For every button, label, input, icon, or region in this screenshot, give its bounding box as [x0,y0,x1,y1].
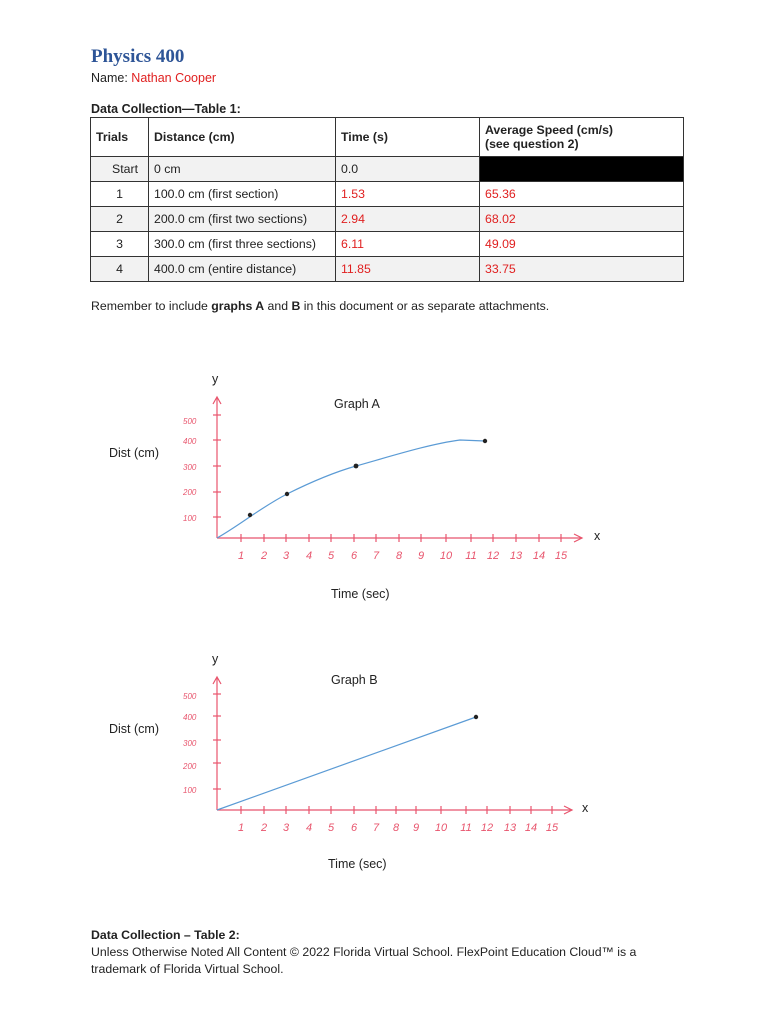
graph-b-xtick: 12 [480,822,494,834]
graph-a-xtick: 7 [372,550,380,562]
copyright-footer: Unless Otherwise Noted All Content © 2022 Florida Virtual School. FlexPoint Education Cloud™ is a trademark of Florida Virtual School. [91,945,637,976]
cell-speed-blank [480,157,684,182]
cell-time: 6.11 [336,232,480,257]
graph-a-xtick: 14 [532,550,546,562]
graph-a-x-tick-labels [238,550,568,562]
graph-b-xtick: 6 [350,822,358,834]
reminder-text [91,299,549,313]
cell-trial: 3 [91,232,149,257]
reminder-graphs-a: graphs A [211,299,265,313]
graph-a-ytick-400: 400 [183,437,197,446]
student-name-line [91,71,216,85]
reminder-post: in this document or as separate attachments. [300,299,550,313]
graph-b-y-axis [213,677,221,810]
header-distance: Distance (cm) [149,118,336,157]
graph-b-ylabel: Dist (cm) [109,722,159,736]
graph-a-y-tick-labels [182,417,197,523]
graph-b-xtick: 14 [524,822,538,834]
header-speed-line1: Average Speed (cm/s) [485,123,614,137]
reminder-graph-b: B [291,299,301,313]
cell-distance: 400.0 cm (entire distance) [149,257,336,282]
graph-a-xtick: 4 [305,550,313,562]
graph-a-xtick: 3 [282,550,290,562]
graph-b-ytick-300: 300 [183,739,197,748]
header-time: Time (s) [336,118,480,157]
table1-label: Data Collection—Table 1: [91,102,241,116]
graph-a-point [285,492,289,496]
graph-a-point [248,513,252,517]
graph-b [0,645,768,880]
cell-time: 2.94 [336,207,480,232]
graph-b-xtick: 8 [392,822,400,834]
graph-b-x-tick-labels [238,822,559,834]
graph-a-ytick-200: 200 [183,488,197,497]
cell-distance: 300.0 cm (first three sections) [149,232,336,257]
cell-trial: 1 [91,182,149,207]
cell-speed: 33.75 [480,257,684,282]
name-label: Name: [91,71,132,85]
graph-a-xtick: 15 [554,550,568,562]
graph-a-ylabel: Dist (cm) [109,446,159,460]
graph-a [0,360,768,620]
graph-a-title: Graph A [334,397,380,411]
graph-b-xtick: 9 [412,822,420,834]
graph-b-xtick: 7 [372,822,380,834]
graph-b-xtick: 5 [327,822,335,834]
cell-speed: 65.36 [480,182,684,207]
table-header-row [91,118,684,157]
cell-distance: 0 cm [149,157,336,182]
reminder-pre: Remember to include [91,299,212,313]
student-name: Nathan Cooper [131,71,217,85]
graph-a-point [354,464,359,469]
graph-b-title: Graph B [331,673,378,687]
graph-b-xtick: 10 [434,822,448,834]
graph-a-xtick: 12 [486,550,500,562]
header-speed-line2: (see question 2) [485,137,579,151]
graph-b-xtick: 15 [545,822,559,834]
graph-b-xlabel: Time (sec) [328,857,387,871]
reminder-and: and [264,299,292,313]
graph-a-ytick-300: 300 [183,463,197,472]
graph-a-xtick: 1 [237,550,245,562]
graph-b-xtick: 2 [260,822,268,834]
graph-b-xtick: 1 [237,822,245,834]
table-row [91,207,684,232]
table-row [91,182,684,207]
graph-a-point [483,439,487,443]
cell-distance: 200.0 cm (first two sections) [149,207,336,232]
cell-speed: 68.02 [480,207,684,232]
header-speed [480,118,684,157]
graph-b-xtick: 11 [460,822,472,834]
graph-a-xtick: 9 [417,550,425,562]
graph-a-ytick-100: 100 [183,514,197,523]
graph-b-ytick-200: 200 [183,762,197,771]
header-trials: Trials [91,118,149,157]
graph-a-xtick: 2 [260,550,268,562]
graph-a-xtick: 5 [327,550,335,562]
cell-trial: 4 [91,257,149,282]
graph-b-x-axis [217,806,572,814]
cell-trial: 2 [91,207,149,232]
graph-b-ytick-500: 500 [183,692,197,701]
graph-b-ytick-400: 400 [183,713,197,722]
graph-b-point [474,715,478,719]
graph-a-y-axis [213,397,221,538]
graph-b-xtick: 4 [305,822,313,834]
graph-b-xtick: 13 [503,822,517,834]
cell-distance: 100.0 cm (first section) [149,182,336,207]
graph-a-xlabel: Time (sec) [331,587,390,601]
graph-a-xtick: 10 [439,550,453,562]
graph-a-xtick: 8 [395,550,403,562]
graph-b-xtick: 3 [282,822,290,834]
graph-a-xtick: 6 [350,550,358,562]
graph-b-ytick-100: 100 [183,786,197,795]
cell-time: 0.0 [336,157,480,182]
graph-a-x-axis-name: x [594,529,601,543]
graph-b-x-axis-name: x [582,801,589,815]
graph-a-curve [217,440,485,538]
graph-a-xtick: 13 [509,550,523,562]
cell-time: 1.53 [336,182,480,207]
graph-b-y-axis-name: y [212,652,219,666]
graph-a-y-axis-name: y [212,372,219,386]
data-table-1 [90,117,684,282]
graph-b-y-tick-labels [182,692,197,795]
page-title: Physics 400 [91,46,185,67]
table2-label: Data Collection – Table 2: [91,928,240,942]
cell-time: 11.85 [336,257,480,282]
cell-trial: Start [91,157,149,182]
graph-b-line [217,717,476,810]
table-row [91,157,684,182]
graph-a-xtick: 11 [465,550,477,562]
cell-speed: 49.09 [480,232,684,257]
table-row [91,232,684,257]
graph-a-ytick-500: 500 [183,417,197,426]
table-row [91,257,684,282]
